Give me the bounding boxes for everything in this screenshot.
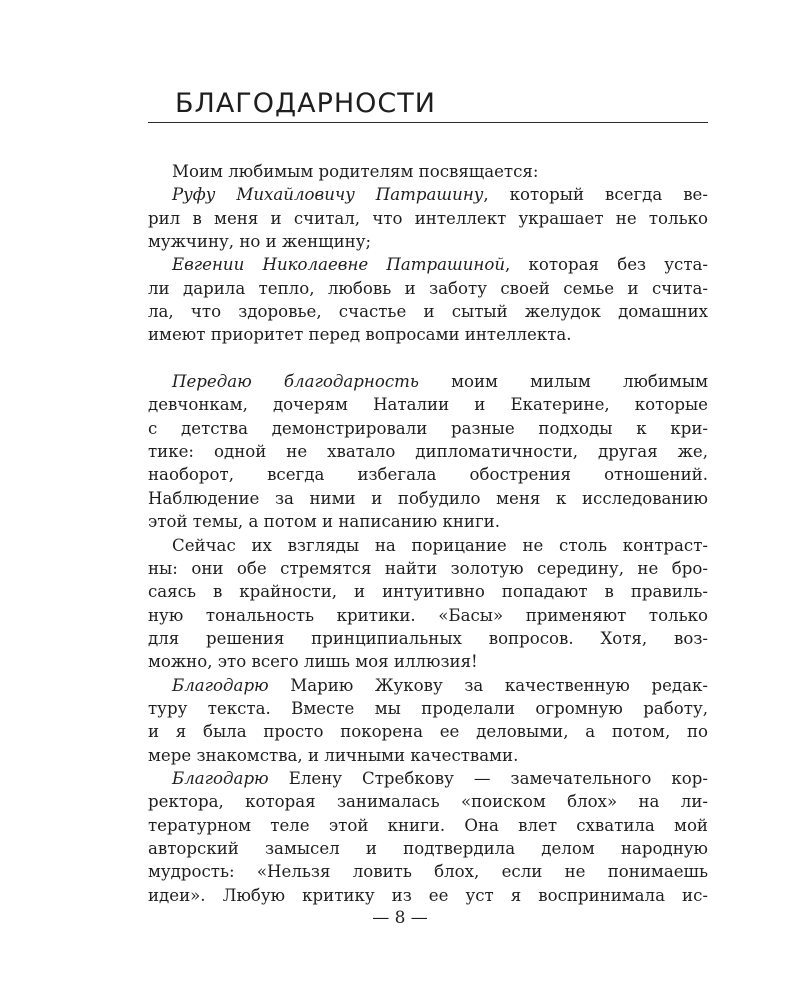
text-line: Моим любимым родителям посвящается: bbox=[172, 162, 539, 181]
italic-name: Руфу Михайловичу Патрашину bbox=[172, 185, 484, 205]
text-line: ли дарила тепло, любовь и заботу своей семье и счита- bbox=[148, 278, 708, 298]
text-line: Передаю благодарность моим милым любимым bbox=[172, 372, 708, 392]
title-underline bbox=[148, 122, 708, 123]
text-line: Евгении Николаевне Патрашиной, которая без уста- bbox=[172, 255, 708, 275]
text-line: Руфу Михайловичу Патрашину, который всегда ве- bbox=[172, 185, 708, 205]
text-line: тературном теле этой книги. Она влет схватила мой bbox=[148, 815, 708, 835]
text-line: и я была просто покорена ее деловыми, а потом, по bbox=[148, 722, 708, 742]
paragraph-gap bbox=[148, 347, 708, 370]
text-line: для решения принципиальных вопросов. Хотя, воз- bbox=[148, 628, 708, 648]
text-line: идеи». Любую критику из ее уст я воспринимала ис- bbox=[148, 885, 708, 905]
text-line: ла, что здоровье, счастье и сытый желудок домашних bbox=[148, 302, 708, 322]
italic-name: Евгении Николаевне Патрашиной bbox=[172, 255, 506, 275]
body-text bbox=[148, 160, 708, 907]
text-line: имеют приоритет перед вопросами интеллекта. bbox=[148, 325, 572, 345]
text-line: ны: они обе стремятся найти золотую середину, не бро- bbox=[148, 558, 708, 578]
italic-lead: Передаю благодарность bbox=[172, 372, 419, 392]
text-line: ректора, которая занималась «поиском блох» на ли- bbox=[148, 792, 708, 812]
text-line: туру текста. Вместе мы проделали огромную работу, bbox=[148, 698, 708, 718]
text-line: саясь в крайности, и интуитивно попадают в правиль- bbox=[148, 582, 708, 602]
text-line: мере знакомства, и личными качествами. bbox=[148, 745, 519, 765]
text-line: мудрость: «Нельзя ловить блох, если не понимаешь bbox=[148, 862, 708, 882]
text-line: мужчину, но и женщину; bbox=[148, 232, 372, 252]
text-line: Благодарю Марию Жукову за качественную редак- bbox=[172, 675, 708, 695]
page-title: БЛАГОДАРНОСТИ bbox=[175, 88, 436, 119]
text-line: этой темы, а потом и написанию книги. bbox=[148, 512, 500, 532]
text-line: рил в меня и считал, что интеллект украшает не только bbox=[148, 208, 708, 228]
text-line: Наблюдение за ними и побудило меня к исследованию bbox=[148, 488, 708, 508]
text-line: Благодарю Елену Стребкову — замечательного кор- bbox=[172, 768, 708, 788]
text-line: можно, это всего лишь моя иллюзия! bbox=[148, 652, 478, 672]
italic-lead: Благодарю bbox=[172, 675, 269, 695]
text-line: авторский замысел и подтвердила делом народную bbox=[148, 838, 708, 858]
text-line: ную тональность критики. «Басы» применяют только bbox=[148, 605, 708, 625]
text-line: Сейчас их взгляды на порицание не столь контраст- bbox=[172, 535, 708, 555]
text-line: девчонкам, дочерям Наталии и Екатерине, которые bbox=[148, 395, 708, 415]
text-line: наоборот, всегда избегала обострения отношений. bbox=[148, 465, 708, 485]
text-line: с детства демонстрировали разные подходы к кри- bbox=[148, 418, 708, 438]
text-line: тике: одной не хватало дипломатичности, другая же, bbox=[148, 442, 708, 462]
italic-lead: Благодарю bbox=[172, 768, 269, 788]
page-number: — 8 — bbox=[372, 908, 428, 928]
